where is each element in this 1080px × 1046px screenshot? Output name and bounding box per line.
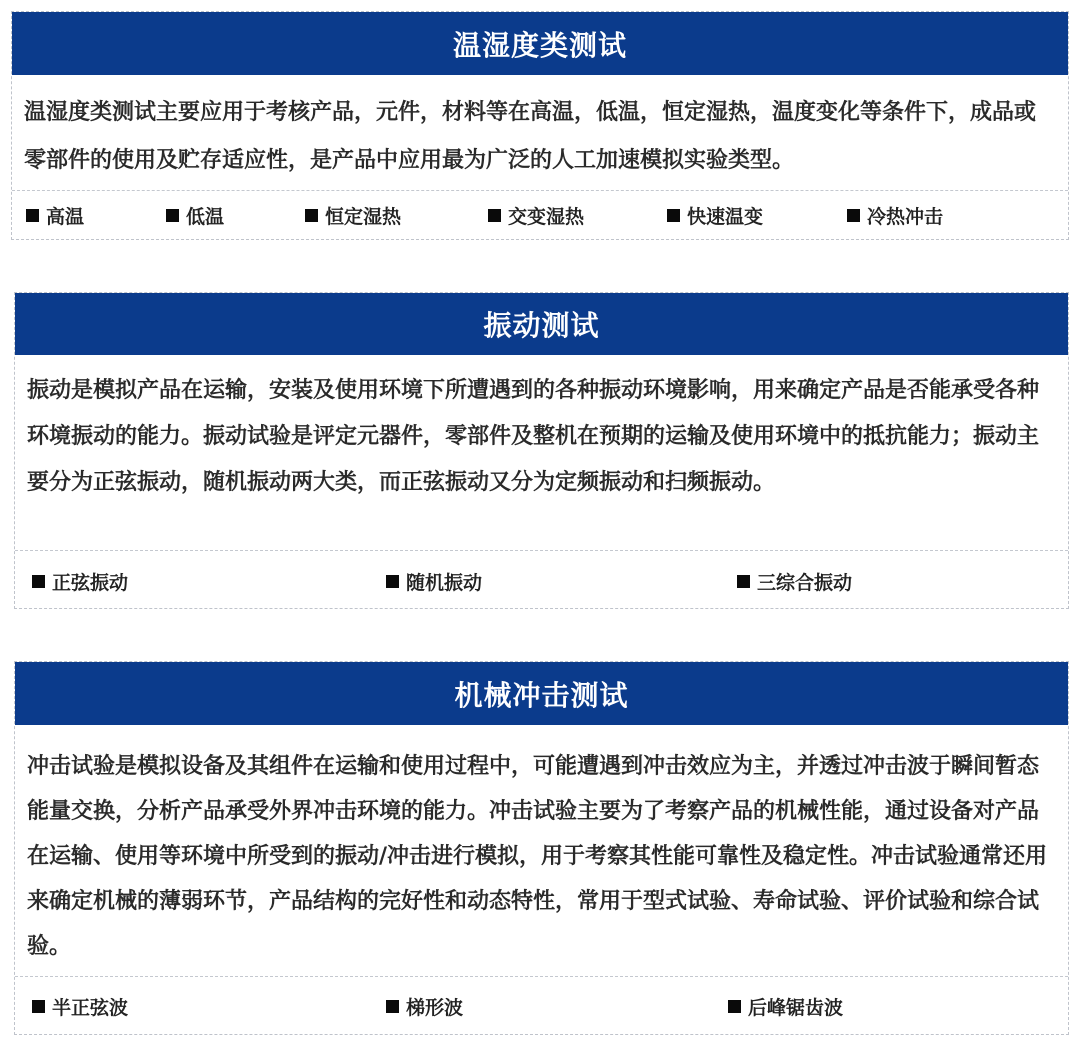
tag-item [32, 568, 128, 595]
section-description: 振动是模拟产品在运输，安装及使用环境下所遭遇到的各种振动环境影响，用来确定产品是否能承受各种环境振动的能力。振动试验是评定元器件，零部件及整机在预期的运输及使用环境中的抵抗能力；振动主要分为正弦振动，随机振动两大类，而正弦振动又分为定频振动和扫频振动。 [27, 378, 1040, 495]
tag-label: 梯形波 [406, 997, 464, 1019]
tag-item [166, 202, 224, 229]
tag-item [305, 202, 401, 229]
filled-square-icon [847, 209, 860, 222]
section-divider [15, 550, 1068, 551]
tag-item [728, 993, 843, 1020]
section-title: 温湿度类测试 [12, 12, 1068, 75]
tag-label: 交变湿热 [508, 206, 585, 228]
filled-square-icon [488, 209, 501, 222]
filled-square-icon [667, 209, 680, 222]
tag-item [847, 202, 943, 229]
tag-item [386, 568, 482, 595]
tag-label: 正弦振动 [52, 572, 129, 594]
section-card-mechanical-shock [14, 661, 1069, 1035]
filled-square-icon [32, 1000, 45, 1013]
tag-item [667, 202, 763, 229]
tag-label: 随机振动 [406, 572, 483, 594]
filled-square-icon [305, 209, 318, 222]
section-divider [15, 976, 1068, 977]
tag-item [488, 202, 584, 229]
filled-square-icon [386, 575, 399, 588]
tag-label: 高温 [46, 206, 85, 228]
filled-square-icon [386, 1000, 399, 1013]
filled-square-icon [737, 575, 750, 588]
section-title: 机械冲击测试 [15, 662, 1068, 725]
tag-label: 恒定湿热 [325, 206, 402, 228]
section-description: 温湿度类测试主要应用于考核产品，元件，材料等在高温，低温，恒定湿热，温度变化等条件下，成品或零部件的使用及贮存适应性，是产品中应用最为广泛的人工加速模拟实验类型。 [24, 100, 1037, 173]
tag-item [32, 993, 128, 1020]
tag-label: 半正弦波 [52, 997, 129, 1019]
section-title: 振动测试 [15, 293, 1068, 355]
tag-item [26, 202, 84, 229]
section-card-vibration [14, 292, 1069, 609]
tag-list [15, 993, 1068, 1023]
filled-square-icon [32, 575, 45, 588]
section-card-temperature-humidity [11, 11, 1069, 240]
section-divider [12, 190, 1068, 191]
tag-label: 三综合振动 [757, 572, 853, 594]
tag-item [386, 993, 463, 1020]
section-description: 冲击试验是模拟设备及其组件在运输和使用过程中，可能遭遇到冲击效应为主，并透过冲击波于瞬间暂态能量交换，分析产品承受外界冲击环境的能力。冲击试验主要为了考察产品的机械性能，通过设备对产品在运输、使用等环境中所受到的振动/冲击进行模拟，用于考察其性能可靠性及稳定性。冲击试验通常还用来确定机械的薄弱环节，产品结构的完好性和动态特性，常用于型式试验、寿命试验、评价试验和综合试验。 [27, 754, 1048, 959]
tag-list [15, 568, 1068, 598]
tag-item [737, 568, 852, 595]
tag-label: 低温 [186, 206, 225, 228]
tag-label: 冷热冲击 [867, 206, 944, 228]
tag-label: 快速温变 [687, 206, 764, 228]
filled-square-icon [26, 209, 39, 222]
filled-square-icon [728, 1000, 741, 1013]
filled-square-icon [166, 209, 179, 222]
tag-list [12, 202, 1068, 232]
tag-label: 后峰锯齿波 [748, 997, 844, 1019]
